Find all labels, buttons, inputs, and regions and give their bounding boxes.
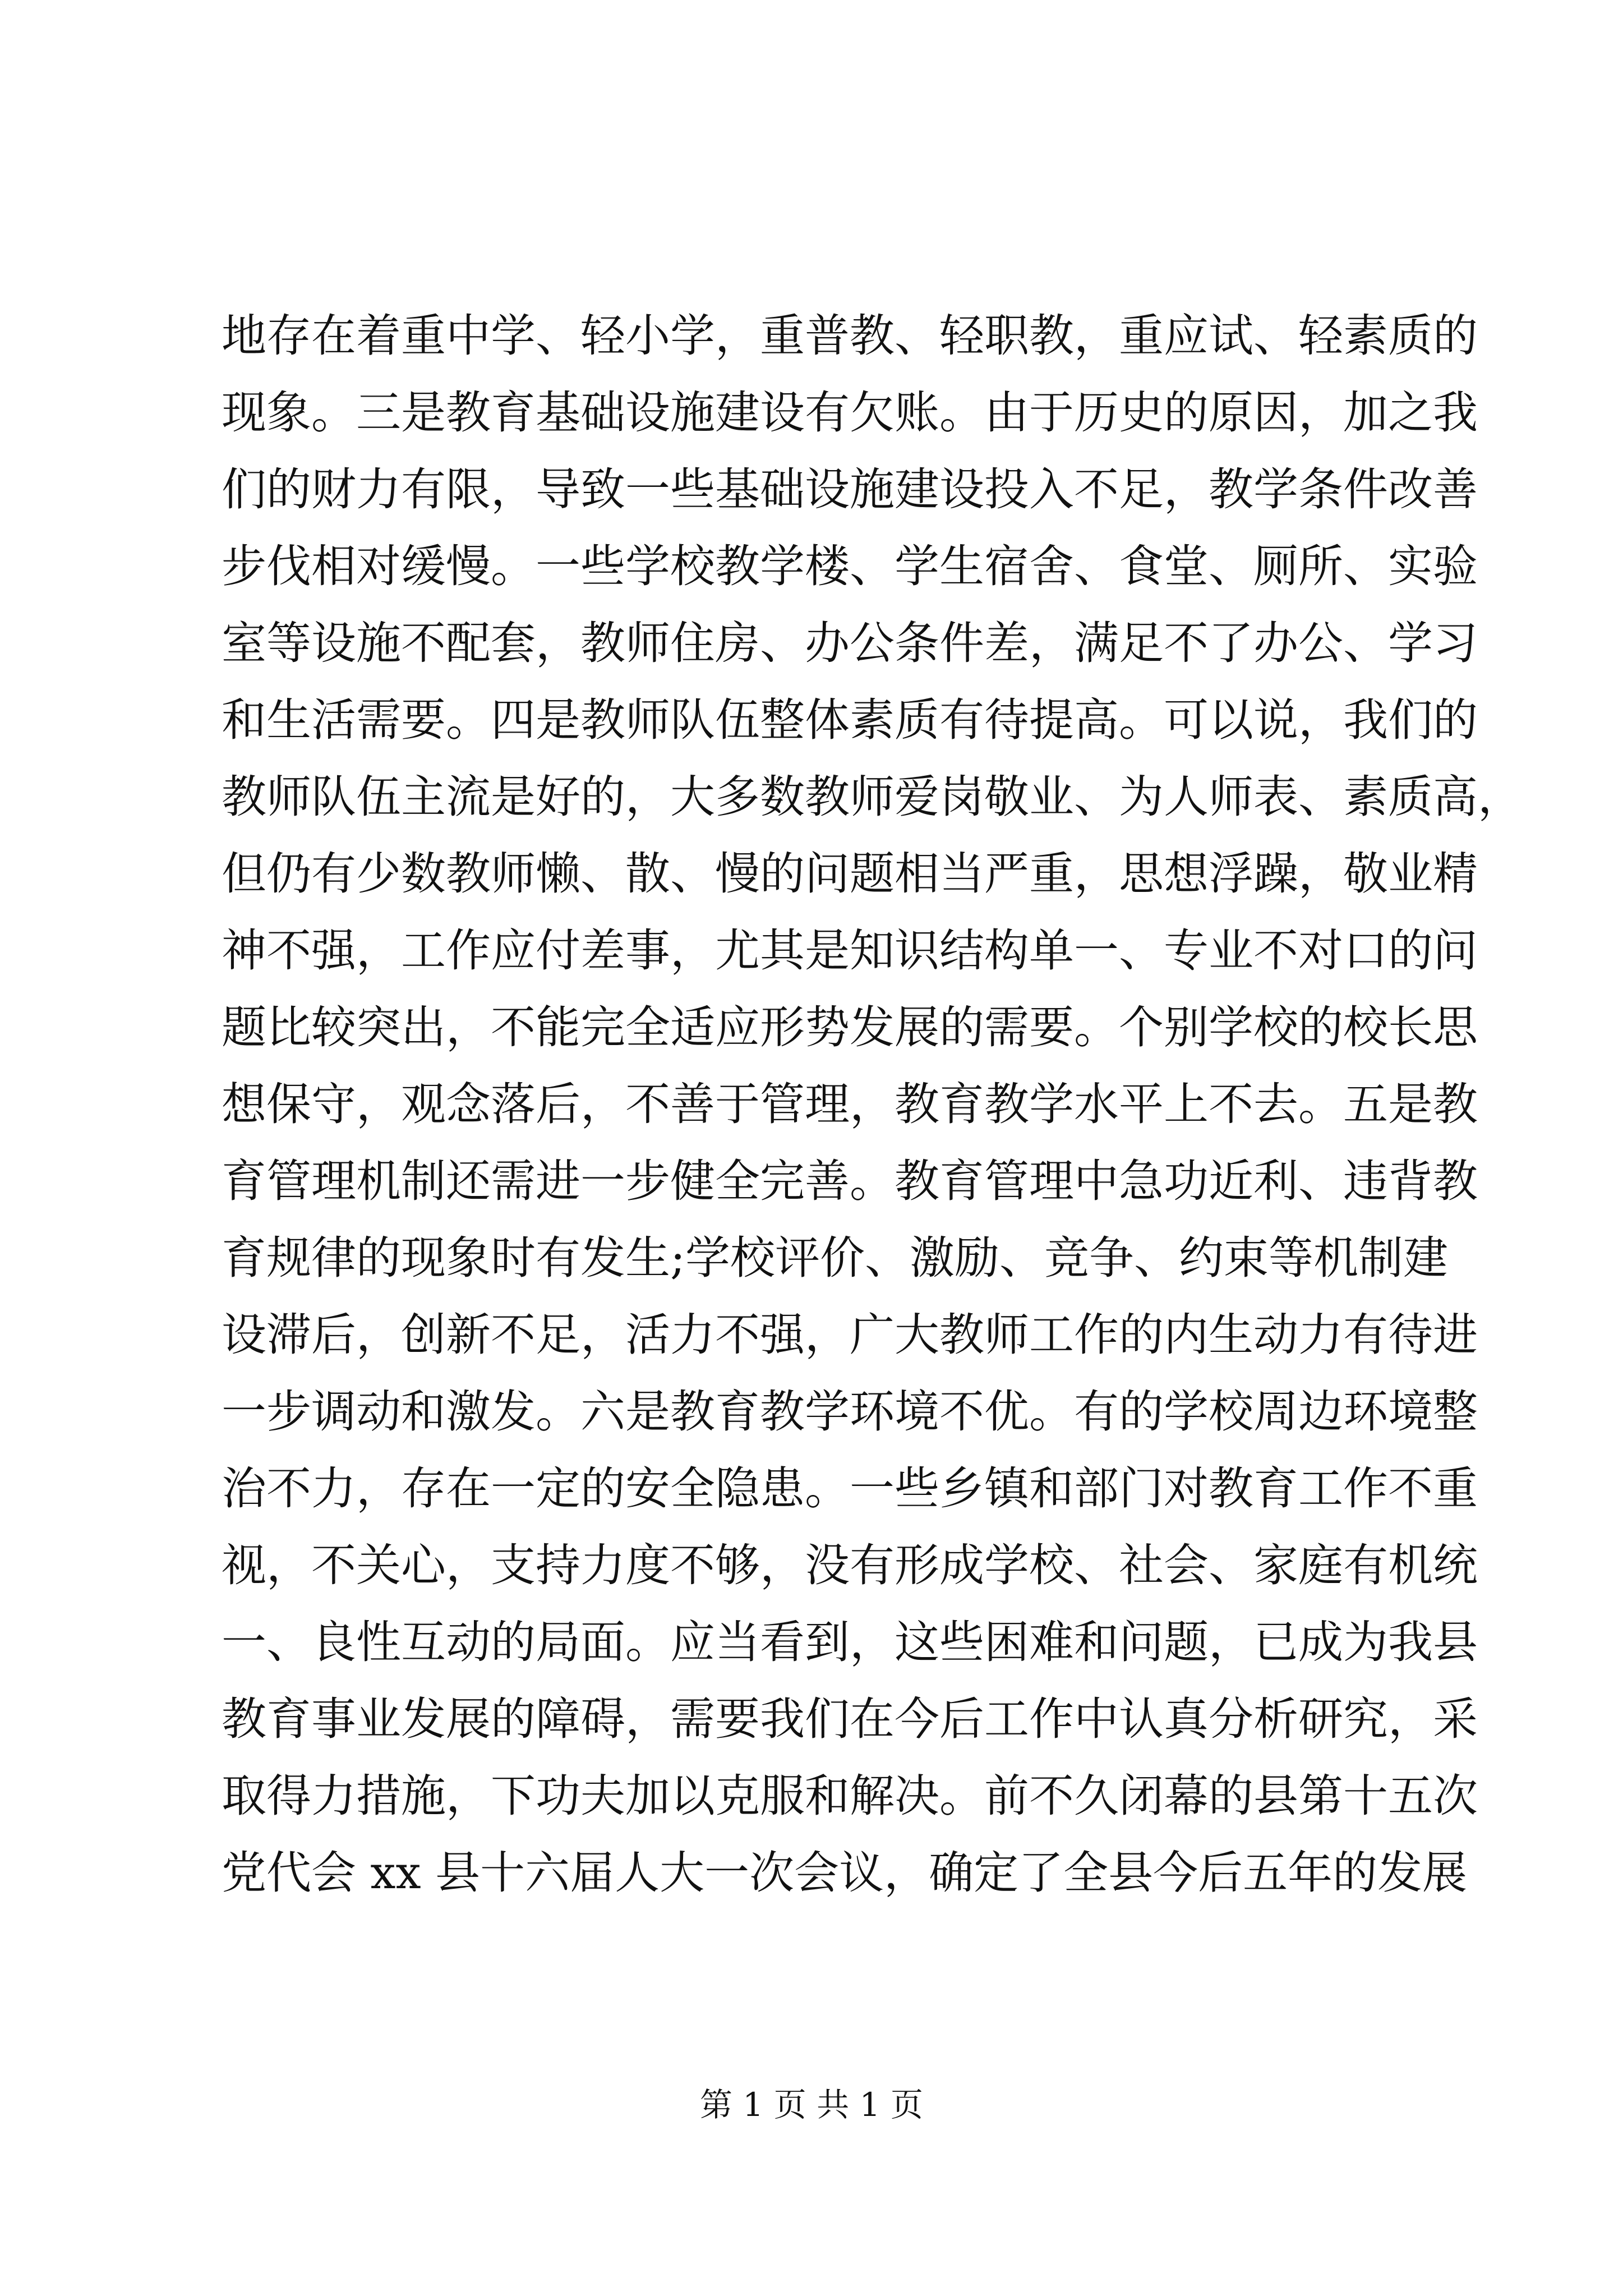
text-line: 室等设施不配套，教师住房、办公条件差，满足不了办公、学习 [222, 617, 1478, 669]
text-line: 神不强，工作应付差事，尤其是知识结构单一、专业不对口的问 [222, 924, 1478, 977]
text-line: 党代会 xx 县十六届人大一次会议，确定了全县今后五年的发展 [222, 1847, 1468, 1899]
text-line: 想保守，观念落后，不善于管理，教育教学水平上不去。五是教 [222, 1078, 1478, 1130]
text-line: 教师队伍主流是好的，大多数教师爱岗敬业、为人师表、素质高， [222, 771, 1523, 823]
text-line: 题比较突出，不能完全适应形势发展的需要。个别学校的校长思 [222, 1001, 1478, 1053]
text-line: 和生活需要。四是教师队伍整体素质有待提高。可以说，我们的 [222, 694, 1478, 746]
page-number-footer: 第 1 页 共 1 页 [700, 2086, 923, 2124]
text-line: 现象。三是教育基础设施建设有欠账。由于历史的原因，加之我 [222, 386, 1478, 439]
text-line: 步伐相对缓慢。一些学校教学楼、学生宿舍、食堂、厕所、实验 [222, 540, 1478, 592]
text-line: 一、良性互动的局面。应当看到，这些困难和问题，已成为我县 [222, 1616, 1478, 1668]
text-line: 取得力措施，下功夫加以克服和解决。前不久闭幕的县第十五次 [222, 1770, 1478, 1822]
text-line: 地存在着重中学、轻小学，重普教、轻职教，重应试、轻素质的 [222, 310, 1478, 362]
text-line: 但仍有少数教师懒、散、慢的问题相当严重，思想浮躁，敬业精 [222, 848, 1478, 900]
text-line: 教育事业发展的障碍，需要我们在今后工作中认真分析研究，采 [222, 1693, 1478, 1745]
text-line: 视，不关心，支持力度不够，没有形成学校、社会、家庭有机统 [222, 1539, 1478, 1591]
body-text [222, 297, 1523, 1911]
text-line: 治不力，存在一定的安全隐患。一些乡镇和部门对教育工作不重 [222, 1462, 1478, 1515]
text-line: 们的财力有限，导致一些基础设施建设投入不足，教学条件改善 [222, 463, 1478, 516]
text-line: 育管理机制还需进一步健全完善。教育管理中急功近利、违背教 [222, 1155, 1478, 1207]
text-line: 设滞后，创新不足，活力不强，广大教师工作的内生动力有待进 [222, 1309, 1478, 1361]
text-line: 一步调动和激发。六是教育教学环境不优。有的学校周边环境整 [222, 1386, 1478, 1438]
text-line: 育规律的现象时有发生;学校评价、激励、竞争、约束等机制建 [222, 1232, 1448, 1284]
